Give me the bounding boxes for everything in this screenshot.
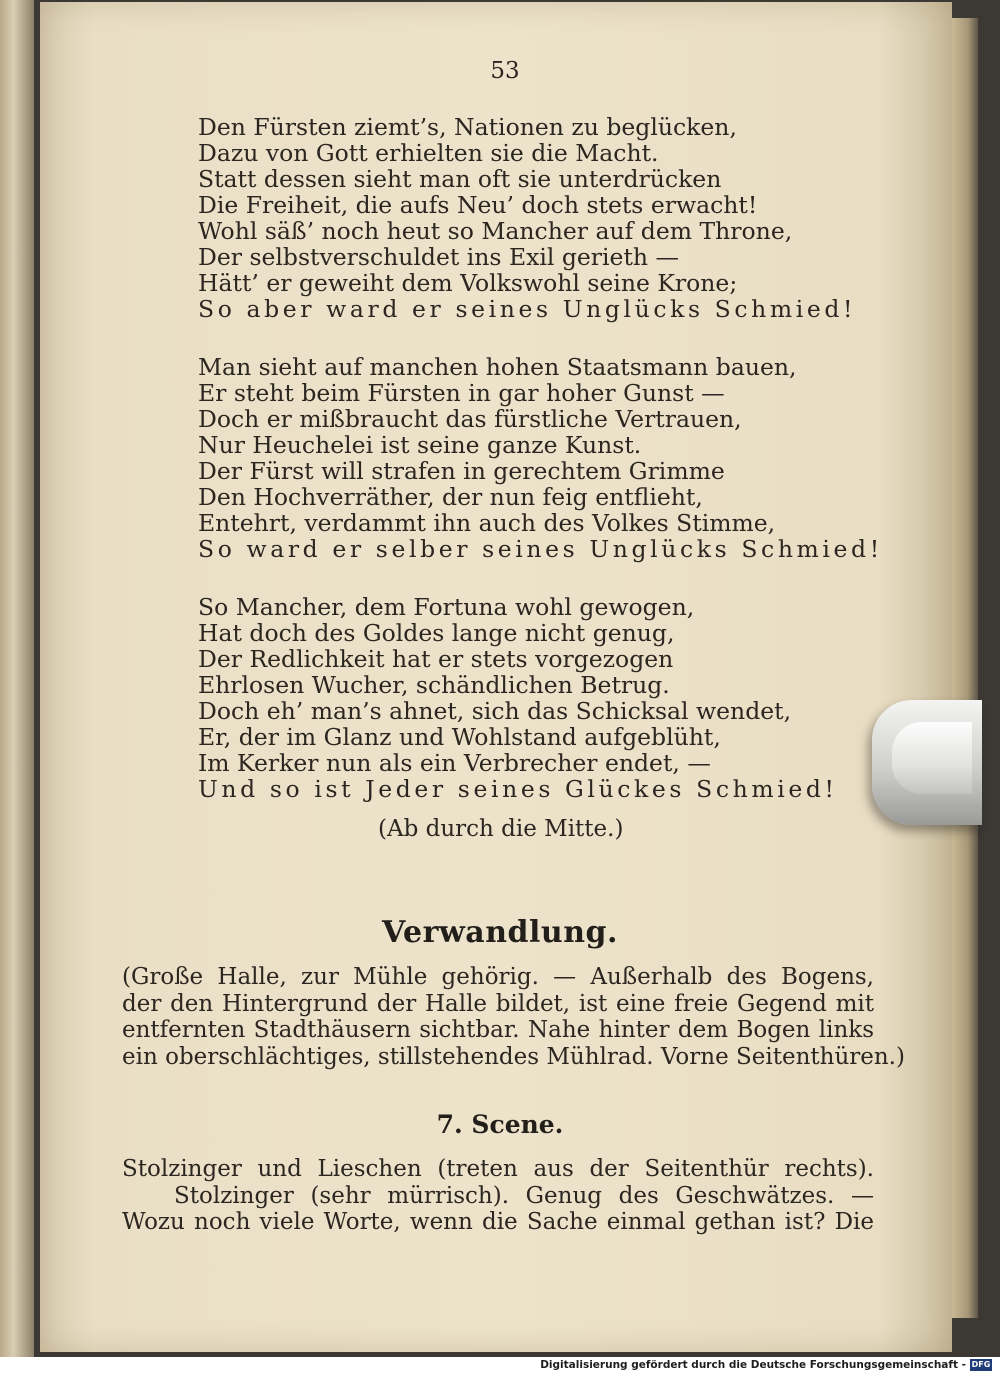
refrain-line: So ward er selber seines Unglücks Schmied! [198, 535, 883, 563]
page-number: 53 [490, 58, 520, 84]
verse-line: Den Hochverräther, der nun feig entflieht, [198, 483, 703, 511]
verse-line: Statt dessen sieht man oft sie unterdrücken [198, 165, 722, 193]
scene-heading: 7. Scene. [436, 1110, 564, 1139]
dialogue-line: Stolzinger (sehr mürrisch). Genug des Geschwätzes. — [174, 1182, 874, 1209]
verse-line: Dazu von Gott erhielten sie die Macht. [198, 139, 659, 167]
dialogue-line: Stolzinger und Lieschen (treten aus der Seitenthür rechts). [122, 1156, 874, 1182]
verse-line: Doch er mißbraucht das fürstliche Vertrauen, [198, 405, 742, 433]
verse-line: Der Fürst will strafen in gerechtem Grimme [198, 457, 725, 485]
stanza-3 [198, 594, 838, 802]
verse-line: Die Freiheit, die aufs Neu’ doch stets erwacht! [198, 191, 758, 219]
verse-line: Nur Heuchelei ist seine ganze Kunst. [198, 431, 642, 459]
funding-text: Digitalisierung gefördert durch die Deutsche Forschungsgemeinschaft - [540, 1359, 966, 1371]
previous-page-edge [0, 0, 34, 1357]
exit-stage-direction: (Ab durch die Mitte.) [378, 816, 624, 842]
refrain-line: Und so ist Jeder seines Glückes Schmied! [198, 775, 838, 803]
verse-line: Doch eh’ man’s ahnet, sich das Schicksal wendet, [198, 697, 792, 725]
clip-highlight [892, 722, 972, 794]
verse-line: Man sieht auf manchen hohen Staatsmann bauen, [198, 353, 797, 381]
stanza-2 [198, 354, 883, 562]
description-line: ein oberschlächtiges, stillstehendes Mühlrad. Vorne Seitenthüren.) [122, 1043, 905, 1070]
verse-line: Er steht beim Fürsten in gar hoher Gunst — [198, 379, 725, 407]
verse-line: Der selbstverschuldet ins Exil gerieth — [198, 243, 680, 271]
verse-line: Er, der im Glanz und Wohlstand aufgeblüht, [198, 723, 721, 751]
description-line: entfernten Stadthäusern sichtbar. Nahe hinter dem Bogen links [122, 1017, 874, 1043]
verse-line: So Mancher, dem Fortuna wohl gewogen, [198, 593, 695, 621]
stanza-1 [198, 114, 856, 322]
dialogue [122, 1156, 874, 1236]
transformation-heading: Verwandlung. [382, 915, 618, 950]
dialogue-line: Wozu noch viele Worte, wenn die Sache einmal gethan ist? Die [122, 1209, 874, 1235]
verse-line: Hätt’ er geweiht dem Volkswohl seine Krone; [198, 269, 738, 297]
description-line: (Große Halle, zur Mühle gehörig. — Außerhalb des Bogens, [122, 964, 874, 990]
verse-line: Im Kerker nun als ein Verbrecher endet, — [198, 749, 711, 777]
funding-footer [540, 1357, 992, 1373]
description-line: der den Hintergrund der Halle bildet, ist eine freie Gegend mit [122, 990, 874, 1017]
refrain-line: So aber ward er seines Unglücks Schmied! [198, 295, 857, 323]
page-clip [872, 700, 982, 825]
verse-line: Hat doch des Goldes lange nicht genug, [198, 619, 675, 647]
verse-line: Der Redlichkeit hat er stets vorgezogen [198, 645, 674, 673]
scene-description [122, 964, 905, 1070]
verse-line: Entehrt, verdammt ihn auch des Volkes Stimme, [198, 509, 776, 537]
dfg-logo-icon: DFG [971, 1360, 991, 1369]
verse-line: Ehrlosen Wucher, schändlichen Betrug. [198, 671, 670, 699]
verse-line: Wohl säß’ noch heut so Mancher auf dem Throne, [198, 217, 793, 245]
verse-line: Den Fürsten ziemt’s, Nationen zu beglücken, [198, 113, 737, 141]
